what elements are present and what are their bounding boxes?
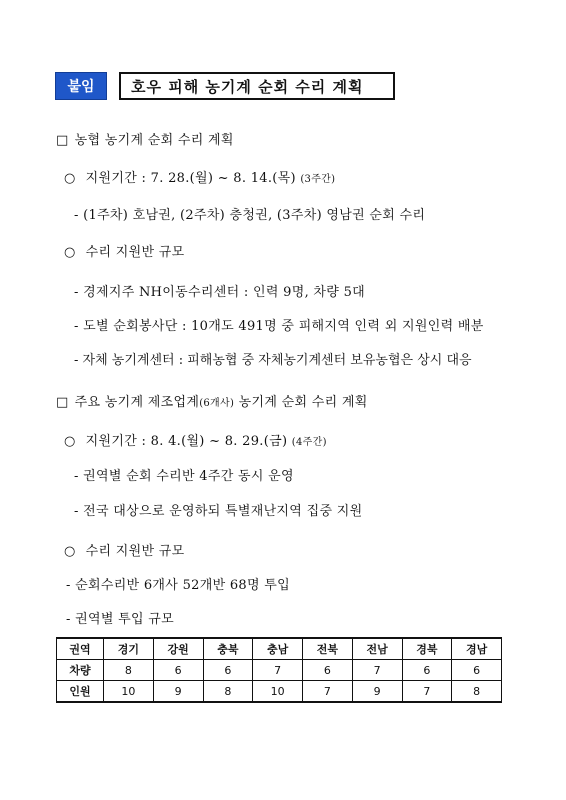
section-heading-1	[56, 129, 234, 148]
table-header-cell: 경기	[104, 638, 154, 660]
table-header-cell: 전남	[352, 638, 402, 660]
table-header-cell: 권역	[57, 638, 104, 660]
sub-item: - (1주차) 호남권, (2주차) 충청권, (3주차) 영남권 순회 수리	[74, 208, 426, 223]
table-cell: 10	[104, 681, 154, 703]
sub-item: - 권역별 순회 수리반 4주간 동시 운영	[74, 469, 294, 484]
table-cell: 8	[452, 681, 502, 703]
table-cell: 8	[203, 681, 253, 703]
section-heading-text: 주요 농기계 제조업계	[74, 395, 200, 410]
circle-bullet-icon: ○	[64, 245, 76, 260]
item-label: 지원기간 : 7. 28.(월) ~ 8. 14.(목)	[85, 171, 296, 186]
square-bullet-icon: □	[56, 133, 69, 148]
sub-item: - 순회수리반 6개사 52개반 68명 투입	[66, 578, 291, 593]
table-header-row	[57, 638, 502, 660]
item-label: 수리 지원반 규모	[85, 544, 185, 559]
table-cell: 6	[153, 660, 203, 681]
item-scale-2	[64, 540, 185, 559]
row-label: 차량	[57, 660, 104, 681]
table-cell: 7	[253, 660, 303, 681]
table-cell: 10	[253, 681, 303, 703]
section-heading-2	[56, 391, 368, 410]
item-period-1	[64, 167, 335, 186]
table-cell: 9	[352, 681, 402, 703]
sub-item: - 도별 순회봉사단 : 10개도 491명 중 피해지역 인력 외 지원인력 배분	[74, 319, 484, 334]
table-header-cell: 충북	[203, 638, 253, 660]
item-label: 수리 지원반 규모	[85, 245, 185, 260]
row-label: 인원	[57, 681, 104, 703]
item-scale-1	[64, 241, 185, 260]
section-heading-note: (6개사)	[199, 398, 235, 409]
table-header-cell: 충남	[253, 638, 303, 660]
table-cell: 8	[104, 660, 154, 681]
sub-item: - 전국 대상으로 운영하되 특별재난지역 집중 지원	[74, 504, 363, 519]
regional-deployment-table	[56, 637, 502, 703]
page-title: 호우 피해 농기계 순회 수리 계획	[119, 72, 395, 100]
table-cell: 6	[452, 660, 502, 681]
table-cell: 7	[402, 681, 452, 703]
circle-bullet-icon: ○	[64, 434, 76, 449]
table-cell: 6	[402, 660, 452, 681]
table-cell: 9	[153, 681, 203, 703]
sub-item: - 자체 농기계센터 : 피해농협 중 자체농기계센터 보유농협은 상시 대응	[74, 353, 472, 368]
table-header-cell: 경북	[402, 638, 452, 660]
sub-item: - 권역별 투입 규모	[66, 612, 174, 627]
section-heading-text: 농협 농기계 순회 수리 계획	[74, 133, 234, 148]
circle-bullet-icon: ○	[64, 544, 76, 559]
table-header-cell: 강원	[153, 638, 203, 660]
table-cell: 7	[303, 681, 353, 703]
page-header	[55, 72, 395, 100]
section-heading-text: 농기계 순회 수리 계획	[238, 395, 368, 410]
item-note: (3주간)	[300, 174, 336, 185]
item-note: (4주간)	[291, 437, 327, 448]
square-bullet-icon: □	[56, 395, 69, 410]
table-row	[57, 660, 502, 681]
table-cell: 6	[303, 660, 353, 681]
table-header-cell: 전북	[303, 638, 353, 660]
attachment-tag: 붙임	[55, 72, 107, 100]
table-cell: 6	[203, 660, 253, 681]
table-header-cell: 경남	[452, 638, 502, 660]
table-cell: 7	[352, 660, 402, 681]
item-period-2	[64, 430, 327, 449]
item-label: 지원기간 : 8. 4.(월) ~ 8. 29.(금)	[85, 434, 288, 449]
circle-bullet-icon: ○	[64, 171, 76, 186]
sub-item: - 경제지주 NH이동수리센터 : 인력 9명, 차량 5대	[74, 285, 366, 300]
table-row	[57, 681, 502, 703]
